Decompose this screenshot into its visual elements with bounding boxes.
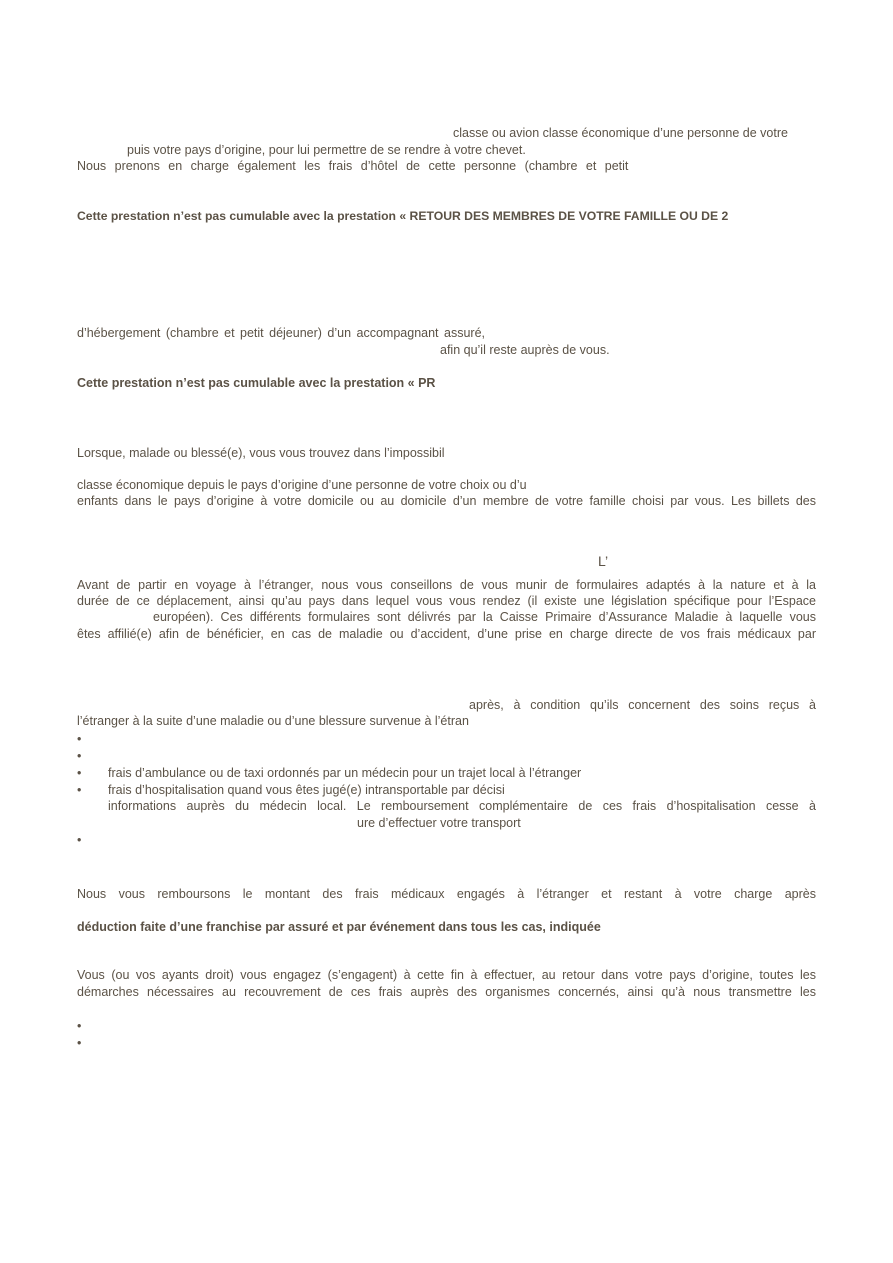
text-line: classe ou avion classe économique d’une personne de votre — [453, 126, 788, 140]
text-line: enfants dans le pays d’origine à votre domicile ou au domicile d’un membre de votre famille choisi par vous. Les billets des — [77, 494, 816, 508]
text-line: déduction faite d’une franchise par assuré et par événement dans tous les cas, indiquée — [77, 920, 601, 934]
bullet-marker: • — [77, 732, 82, 746]
bullet-marker: • — [77, 833, 82, 847]
text-line: européen). Ces différents formulaires sont délivrés par la Caisse Primaire d’Assurance Maladie à laquelle vous — [153, 610, 816, 624]
text-line: Nous prenons en charge également les frais d’hôtel de cette personne (chambre et petit — [77, 159, 629, 173]
text-line: démarches nécessaires au recouvrement de ces frais auprès des organismes concernés, ainsi qu’à nous transmettre les — [77, 985, 816, 999]
text-line: Lorsque, malade ou blessé(e), vous vous trouvez dans l’impossibil — [77, 446, 445, 460]
text-line: afin qu’il reste auprès de vous. — [440, 343, 610, 357]
text-line: classe économique depuis le pays d’origine d’une personne de votre choix ou d’u — [77, 478, 527, 492]
text-line: Cette prestation n’est pas cumulable avec la prestation « PR — [77, 376, 436, 390]
bullet-marker: • — [77, 783, 82, 797]
text-line: Nous vous remboursons le montant des frais médicaux engagés à l’étranger et restant à votre charge après — [77, 887, 816, 901]
text-line: êtes affilié(e) afin de bénéficier, en cas de maladie ou d’accident, d’une prise en charge directe de vos frais médicaux par — [77, 627, 816, 641]
list-item-text: ure d’effectuer votre transport — [357, 816, 521, 830]
list-item-text: informations auprès du médecin local. Le remboursement complémentaire de ces frais d’hospitalisation cesse à — [108, 799, 816, 813]
text-line: puis votre pays d’origine, pour lui permettre de se rendre à votre chevet. — [127, 143, 526, 157]
text-line: durée de ce déplacement, ainsi qu’au pays dans lequel vous vous rendez (il existe une législation spécifique pour l’Espace — [77, 594, 816, 608]
text-line: Avant de partir en voyage à l’étranger, nous vous conseillons de vous munir de formulaires adaptés à la nature et à la — [77, 578, 816, 592]
bullet-marker: • — [77, 749, 82, 763]
text-line: L’ — [598, 553, 609, 569]
text-line: d’hébergement (chambre et petit déjeuner) d’un accompagnant assuré, — [77, 326, 485, 340]
text-line: Cette prestation n’est pas cumulable avec la prestation « RETOUR DES MEMBRES DE VOTRE FAMILLE OU DE 2 — [77, 209, 729, 223]
text-line: Vous (ou vos ayants droit) vous engagez (s’engagent) à cette fin à effectuer, au retour dans votre pays d’origine, toutes les — [77, 968, 816, 982]
bullet-marker: • — [77, 1036, 82, 1050]
list-item-text: frais d’hospitalisation quand vous êtes jugé(e) intransportable par décisi — [108, 783, 505, 797]
text-line: après, à condition qu’ils concernent des soins reçus à — [469, 698, 816, 712]
list-item-text: frais d’ambulance ou de taxi ordonnés par un médecin pour un trajet local à l’étranger — [108, 766, 582, 780]
text-line: l’étranger à la suite d’une maladie ou d’une blessure survenue à l’étran — [77, 714, 469, 728]
bullet-marker: • — [77, 1019, 82, 1033]
bullet-marker: • — [77, 766, 82, 780]
